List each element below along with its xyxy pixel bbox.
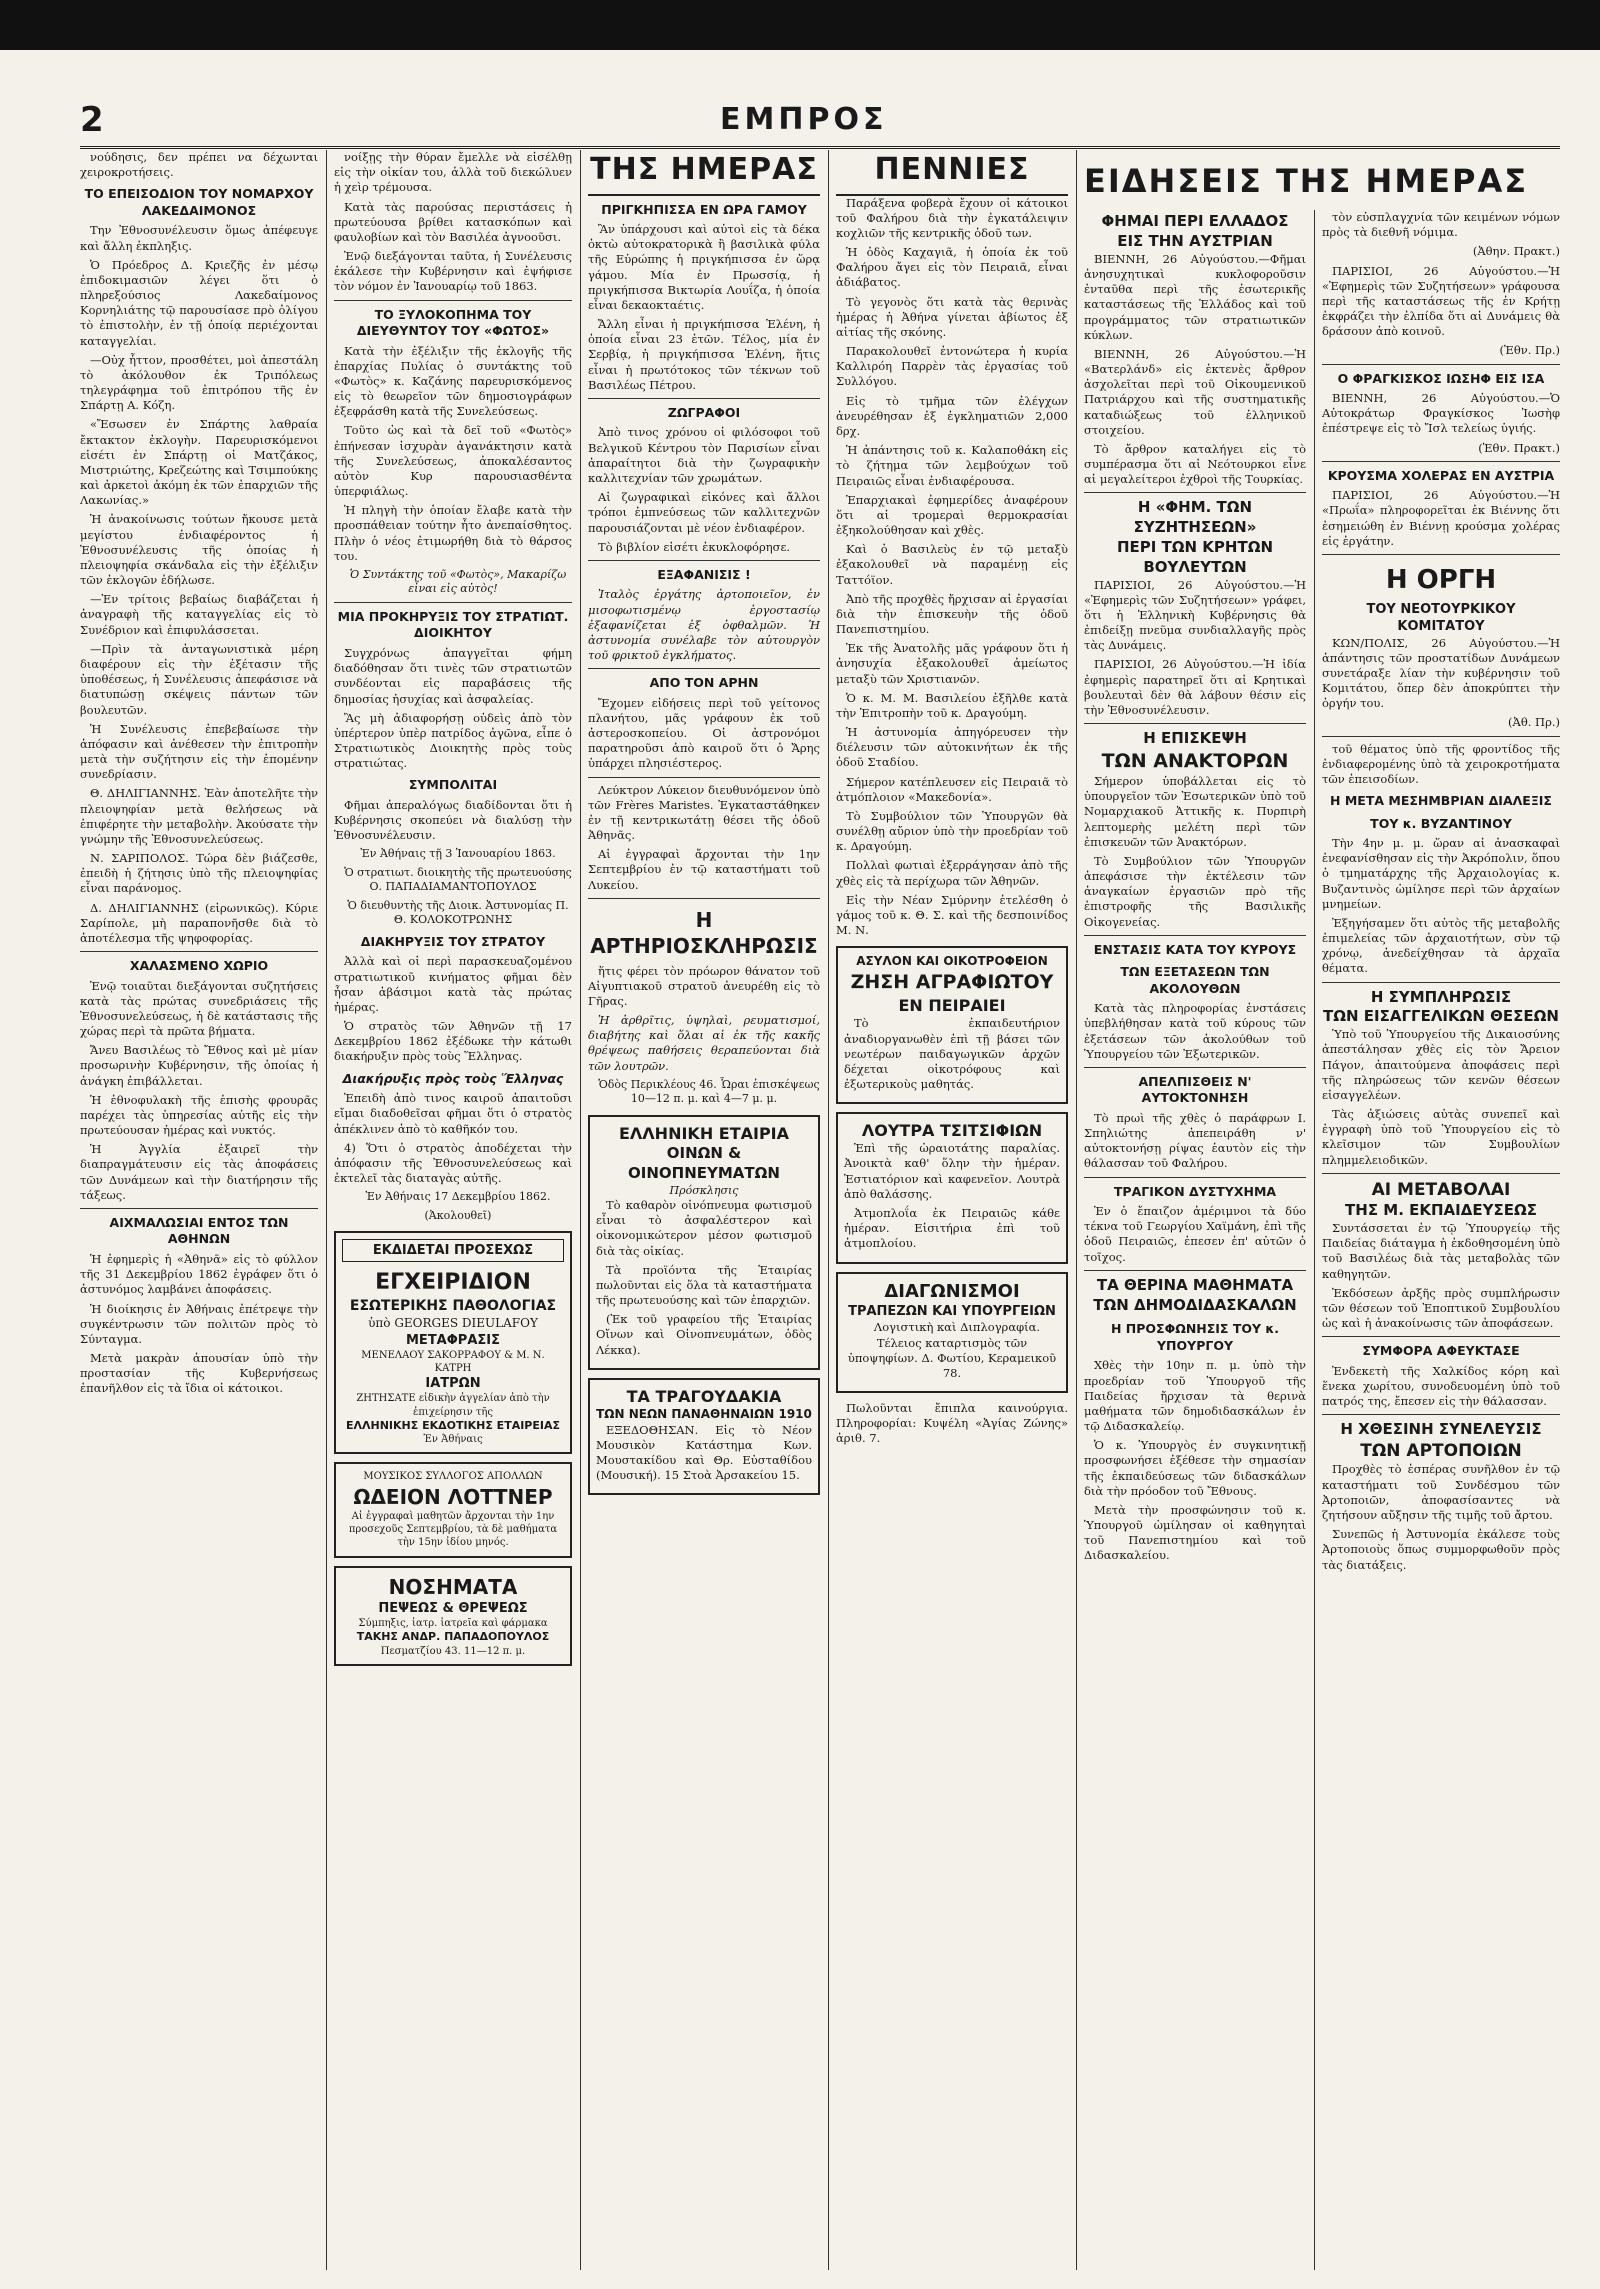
page-number: 2 — [80, 100, 104, 140]
article-text: τοῦ θέματος ὑπὸ τῆς φροντίδος τῆς ἐνδιαφερομένης ὑπὸ τὰ χειροκροτήματα τῶν ἐπεισοδίων. — [1322, 741, 1560, 786]
article-text: Σήμερον ὑποβάλλεται εἰς τὸ ὑπουργεῖον τῶν Ἐσωτερικῶν ὑπὸ τοῦ Νομαρχιακοῦ Ἀττικῆς κ. Πυρπιρὴ λεπτομερὴς μελέτη περὶ τῶν ἐπισκευῶν τῶν Ἀνακτόρων. — [1084, 774, 1306, 849]
ad-subtitle: ΤΡΑΠΕΖΩΝ ΚΑΙ ΥΠΟΥΡΓΕΙΩΝ — [848, 1304, 1056, 1320]
ad-text: Ἐν Ἀθήναις — [423, 1434, 483, 1446]
ad-address: Ὁδὸς Περικλέους 46. Ὧραι ἐπισκέψεως 10—12 π. μ. καὶ 4—7 μ. μ. — [598, 1077, 820, 1106]
article-text: Τὸ ἄρθρον καταλήγει εἰς τὸ συμπέρασμα ὅτι αἱ Νεότουρκοι εἶνε αἱ μεγαλείτεροι ἐχθροὶ τῆς Τουρκίας. — [1084, 441, 1306, 487]
source-note: (Ἀθ. Πρ.) — [1508, 715, 1560, 730]
ad-text: ΙΑΤΡΩΝ — [425, 1376, 481, 1392]
ad-title: ΔΙΑΓΩΝΙΣΜΟΙ — [884, 1280, 1020, 1302]
column-rule — [326, 150, 327, 2270]
column-2 — [334, 150, 572, 2270]
headline: ΤΩΝ ΕΞΕΤΑΣΕΩΝ ΤΩΝ ΑΚΟΛΟΥΘΩΝ — [1120, 964, 1270, 996]
article-text: Μετὰ μακρὰν ἀπουσίαν ὑπὸ τὴν προστασίαν τῆς Κυβερνήσεως ἐπανῆλθον εἰς τὰ ἴδια οἱ κάτοικοι. — [80, 1351, 318, 1396]
divider — [1084, 1270, 1306, 1271]
ad-subtitle: ΤΩΝ ΝΕΩΝ ΠΑΝΑΘΗΝΑΙΩΝ 1910 — [596, 1406, 812, 1421]
ad-text: Τὸ καθαρὸν οἰνόπνευμα φωτισμοῦ εἶναι τὸ ἀσφαλέστερον καὶ οἰκονομικώτερον μέσον φωτισμοῦ διὰ τὰς οἰκίας. — [596, 1198, 812, 1258]
source-note: (Ἀθην. Πρακτ.) — [1472, 244, 1560, 259]
article-text: Παράξενα φοβερὰ ἔχουν οἱ κάτοικοι τοῦ Φαλήρου διὰ τὴν ἐγκατάλειψιν κοχλιῶν τῆς κεντρικῆς ὁδοῦ των. — [836, 195, 1068, 240]
article-text: Λεύκτρον Λύκειον διευθυνόμενον ὑπὸ τῶν Frères Maristes. Ἐγκαταστάθηκεν ἐν τῇ κεντρικωτάτῃ θέσει τῆς ὁδοῦ Ἀθηνᾶς. — [588, 782, 820, 843]
ad-text: ΤΑΚΗΣ ΑΝΔΡ. ΠΑΠΑΔΟΠΟΥΛΟΣ — [356, 1630, 550, 1644]
article-text: Ἐπαρχιακαὶ ἐφημερίδες ἀναφέρουν ὅτι αἱ τρομεραὶ θερμοκρασίαι ἐξηκολούθησαν καὶ χθὲς. — [836, 492, 1068, 538]
headline: ΜΙΑ ΠΡΟΚΗΡΥΞΙΣ ΤΟΥ ΣΤΡΑΤΙΩΤ. ΔΙΟΙΚΗΤΟΥ — [337, 608, 569, 641]
dateline: Ἐν Ἀθήναις τῇ 3 Ἰανουαρίου 1863. — [360, 847, 556, 861]
headline: ΕΙΣ ΤΗΝ ΑΥΣΤΡΙΑΝ — [1117, 232, 1273, 251]
article-text: Ἀλλὰ καὶ οἱ περὶ παρασκευαζομένου στρατιωτικοῦ κινήματος φῆμαι δὲν ἦσαν ἀβάσιμοι κατὰ τὰς πρώτας ἡμέρας. — [334, 954, 572, 1014]
ad-title: ΕΛΛΗΝΙΚΗ ΕΤΑΙΡΙΑ — [618, 1123, 790, 1143]
divider — [1322, 982, 1560, 983]
headline: ΠΡΙΓΚΗΠΙΣΣΑ ΕΝ ΩΡΑ ΓΑΜΟΥ — [601, 201, 807, 217]
article-text: Ἡ Ἀγγλία ἐξαιρεῖ τὴν διαπραγμάτευσιν εἰς τὰς ἀποφάσεις τῶν Δυνάμεων καὶ τὴν διατήρησιν τῆς τάξεως. — [80, 1142, 318, 1202]
article-text: Ἡ ἀνακοίνωσις τούτων ἤκουσε μετὰ μεγίστου ἐνδιαφέροντος ἡ Ἐθνοσυνέλευσις τῆς ὁποίας ἡ πλειοψηφία σκάνδαλα εἰς τὴν ἐξέλιξιν τῶν ἐκλογῶν ἐδήλωσε. — [80, 512, 318, 588]
ad-text: ΜΕΤΑΦΡΑΣΙΣ — [406, 1332, 500, 1348]
divider — [1322, 1173, 1560, 1174]
ad-text: Ἐπὶ τῆς ὡραιοτάτης παραλίας. Ἀνοικτὰ καθ' ὅλην τὴν ἡμέραν. Ἑστιατόριον καὶ καφενεῖον. Λουτρὰ ἀπὸ θαλάσσης. — [844, 1141, 1060, 1201]
advertisement-school — [836, 946, 1068, 1104]
masthead — [80, 100, 1560, 149]
section-title: ΠΕΝΝΙΕΣ — [836, 150, 1068, 196]
article-text: Τὸ βιβλίον εἰσέτι ἐκυκλοφόρησε. — [598, 539, 791, 554]
article-text: Ἐνδεκετὴ τῆς Χαλκίδος κόρη καὶ ἕνεκα χωρίτου, συνοδευομένη ὑπὸ τοῦ πατρός της, ἔπεσεν εἰς τὴν θάλασσαν. — [1322, 1363, 1560, 1409]
article-text: Ἐκδόσεων ἀρξῆς πρὸς συμπλήρωσιν τῶν θέσεων τοῦ Ἐποπτικοῦ Συμβουλίου ὡς καὶ ἡ ἀνακοίνωσις τῶν ἀποφάσεων. — [1322, 1285, 1560, 1331]
article-text: Τὸ Συμβούλιον τῶν Ὑπουργῶν ἀπεφάσισε τὴν ἐκτέλεσιν τῶν ἀναγκαίων ἐργασιῶν πρὸ τῆς ἐπιστροφῆς τῆς Βασιλικῆς Οἰκογενείας. — [1084, 853, 1306, 929]
ad-title: Η ΑΡΤΗΡΙΟΣΚΛΗΡΩΣΙΣ — [590, 907, 818, 959]
article-text: ΠΑΡΙΣΙΟΙ, 26 Αὐγούστου.—Ἡ «Ἐφημερὶς τῶν Συζητήσεων» γράφει, ὅτι ἡ Ἑλληνικὴ Κυβέρνησις θὰ ἐπιδείξῃ πνεῦμα συνδιαλλαγῆς πρὸς τὰς Δυνάμεις. — [1084, 577, 1306, 653]
article-text: Ὁ κ. Ὑπουργὸς ἐν συγκινητικῇ προσφωνήσει ἐξέθεσε τὴν σημασίαν τῆς ἐκπαιδεύσεως τῶν διδασκάλων διὰ τὴν πρόοδον τοῦ Ἔθνους. — [1084, 1438, 1306, 1498]
section-title: ΕΙΔΗΣΕΙΣ ΤΗΣ ΗΜΕΡΑΣ — [1084, 162, 1529, 200]
article-text: «Ἔσωσεν ἐν Σπάρτης λαθραία ἔκτακτον ἐκλογὴν. Παρευρισκόμενοι εἰσέτι ἐν Σπάρτῃ οἱ Ματζάκος, Μιστριώτης, Κρεζεώτης καὶ Τσιμπούκης καὶ ἀρκετοὶ ἀκόμη ἐκ τῶν ἐπαρχιῶν τῆς Λακωνίας.» — [80, 417, 318, 508]
article-text: Ἡ πληγὴ τὴν ὁποίαν ἔλαβε κατὰ τὴν προσπάθειαν τούτην ἦτο ἀνεπαίσθητος. Πλὴν ὁ νέος ἐτιμωρήθη διὰ τὸ θάρσος του. — [334, 503, 572, 563]
headline: ΑΠΕΛΠΙΣΘΕΙΣ Ν' ΑΥΤΟΚΤΟΝΗΣΗ — [1138, 1073, 1252, 1106]
article-text: Ἄλλη εἶναι ἡ πριγκήπισσα Ἑλένη, ἡ ὁποία εἶναι 23 ἐτῶν. Τέλος, μία ἐν Σερβίᾳ, ἡ πριγκήπισσα Ἑλένη, ἥτις εἶναι ἡ πρωτότοκος τῶν τέκνων τοῦ Βασιλέως Πέτρου. — [588, 317, 820, 392]
ad-title: ΩΔΕΙΟΝ ΛΟΤΤΝΕΡ — [353, 1484, 553, 1509]
divider — [588, 668, 820, 669]
column-rule — [828, 150, 829, 2270]
signature: Ὁ διευθυντὴς τῆς Διοικ. Ἀστυνομίας Π. Θ. ΚΟΛΟΚΟΤΡΩΝΗΣ — [347, 898, 569, 927]
article-text: Ἐνῷ διεξάγονται ταῦτα, ἡ Συνέλευσις ἐκάλεσε τὴν Κυβέρνησιν καὶ ἐψήφισε τὸν νόμον ἐν Ἰανουαρίῳ τοῦ 1863. — [334, 249, 572, 294]
divider — [80, 951, 318, 952]
advertisement-songs — [588, 1378, 820, 1496]
headline: ΤΩΝ ΔΗΜΟΔΙΔΑΣΚΑΛΩΝ — [1093, 1295, 1297, 1314]
article-text: Φῆμαι ἀπεραλόγως διαδίδονται ὅτι ἡ Κυβέρνησις σκοπεύει νὰ διαλύσῃ τὴν Ἐθνοσυνέλευσιν. — [334, 797, 572, 843]
article-text: Ἐπειδὴ ἀπὸ τινος καιροῦ ἀπαιτοῦσι εἴμαι διαδοθεῖσαι φῆμαι ὅτι ὁ στρατὸς ἀπέκλινεν ἀπὸ τὸ καθῆκόν του. — [334, 1091, 572, 1136]
headline: ΤΟΥ κ. ΒΥΖΑΝΤΙΝΟΥ — [1370, 815, 1512, 831]
article-text: —Ἐν τρίτοις βεβαίως διαβάζεται ἡ ἀναγραφὴ τῆς καταγγελίας εἰς τὸ Συνέδριον καὶ ἐπιφυλάσσεται. — [80, 592, 318, 637]
article-text: Ὑπὸ τοῦ Ὑπουργείου τῆς Δικαιοσύνης ἀπεστάλησαν χθὲς εἰς τὸν Ἄρειον Πάγον, ἀπαιτούμενα ἀποφάσεις περὶ τῆς πληρώσεως τῶν κενῶν θέσεων εἰσαγγελέων. — [1322, 1027, 1560, 1102]
column-3 — [588, 150, 820, 2270]
ad-title: ΛΟΥΤΡΑ ΤΣΙΤΣΙΦΙΩΝ — [861, 1121, 1043, 1141]
article-text: Παρακολουθεῖ ἐντονώτερα ἡ κυρία Καλλιρόη Παρρὲν τὰς ἐργασίας τοῦ Συλλόγου. — [836, 344, 1068, 389]
article-text: Συντάσσεται ἐν τῷ Ὑπουργείῳ τῆς Παιδείας διάταγμα ἡ ἐκδοθησομένη ὑπὸ τοῦ Βασιλέως διὰ τὰς μεταβολὰς τῶν καθηγητῶν. — [1322, 1221, 1560, 1281]
article-text: Τὴν 4ην μ. μ. ὥραν αἱ ἀνασκαφαὶ ἐνεφανίσθησαν εἰς τὴν Ἀκρόπολιν, ὅπου ὁ τμηματάρχης τῆς Ἀρχαιολογίας κ. Βυζαντινὸς ὡμίλησε περὶ τῶν ἀρχαίων μνημείων. — [1322, 836, 1560, 911]
column-rule — [1076, 150, 1077, 2270]
divider — [1084, 935, 1306, 936]
article-text: Ἐνῷ τοιαῦται διεξάγονται συζητήσεις κατὰ τὰς πρώτας συνεδριάσεις τῆς Ἐθνοσυνελεύσεως, ἡ δὲ κατάστασις τῆς χώρας περὶ τὰ πρῶτα βήματα. — [80, 978, 318, 1039]
ad-title: ΕΓΧΕΙΡΙΔΙΟΝ — [375, 1270, 531, 1296]
top-black-band — [0, 0, 1600, 50]
signature: Ὁ στρατιωτ. διοικητὴς τῆς πρωτευούσης Ο. ΠΑΠΑΔΙΑΜΑΝΤΟΠΟΥΛΟΣ — [344, 865, 572, 894]
headline: Η ΧΘΕΣΙΝΗ ΣΥΝΕΛΕΥΣΙΣ — [1340, 1420, 1542, 1439]
headline: ΑΙΧΜΑΛΩΣΙΑΙ ΕΝΤΟΣ ΤΩΝ ΑΘΗΝΩΝ — [109, 1214, 289, 1247]
headline: ΚΡΟΥΣΜΑ ΧΟΛΕΡΑΣ ΕΝ ΑΥΣΤΡΙΑ — [1327, 467, 1555, 483]
headline: ΕΝΣΤΑΣΙΣ ΚΑΤΑ ΤΟΥ ΚΥΡΟΥΣ — [1093, 941, 1297, 957]
headline: ΤΡΑΓΙΚΟΝ ΔΥΣΤΥΧΗΜΑ — [1113, 1183, 1277, 1199]
article-text: Συγχρόνως ἀπαγγεῖται φήμη διαδόθησαν ὅτι τινὲς τῶν στρατιωτῶν συνδέονται εἰς παραβάσεις τῆς δημοσίας ἡσυχίας καὶ ἀσφαλείας. — [334, 645, 572, 706]
advertisement-handbook — [334, 1231, 572, 1454]
headline: ΤΩΝ ΑΡΤΟΠΟΙΩΝ — [1360, 1441, 1522, 1462]
divider — [1322, 1336, 1560, 1337]
advertisement-exams — [836, 1272, 1068, 1394]
headline: ΤΟ ΞΥΛΟΚΟΠΗΜΑ ΤΟΥ ΔΙΕΥΘΥΝΤΟΥ ΤΟΥ «ΦΩΤΟΣ» — [356, 306, 550, 339]
article-text: Ἐν ὁ ἔπαιζον ἀμέριμνοι τὰ δύο τέκνα τοῦ Γεωργίου Χαϊμάνη, ἐπὶ τῆς ὁδοῦ Πειραιῶς, ἐπεσεν ἐπ' αὐτῶν ὁ τοῖχος. — [1084, 1204, 1306, 1264]
article-text: Τὸ πρωὶ τῆς χθὲς ὁ παράφρων Ι. Σπηλιώτης ἀπεπειράθη ν' αὐτοκτονήσῃ ρίψας ἑαυτὸν εἰς τὴν θάλασσαν τοῦ Φαλήρου. — [1084, 1110, 1306, 1171]
ad-text: (Ἐκ τοῦ γραφείου τῆς Ἑταιρίας Οἴνων καὶ Οἰνοπνευμάτων, ὁδὸς Λέκκα). — [596, 1312, 812, 1357]
divider — [1084, 1067, 1306, 1068]
article-text: —Πρὶν τὰ ἀνταγωνιστικὰ μέρη διαφέρουν εἰς τὴν ἐξέτασιν τῆς ὑποθέσεως, ἡ Συνέλευσις ἀπεφάσισε νὰ διατυπώσῃ σκέψεις πάντων τῶν βουλευτῶν. — [80, 641, 318, 717]
article-text: Συνεπῶς ἡ Ἀστυνομία ἐκάλεσε τοὺς Ἀρτοποιοὺς ὅπως συμμορφωθοῦν πρὸς τὰς διατάξεις. — [1322, 1527, 1560, 1572]
column-rule — [1314, 210, 1315, 2270]
subheadline: Η ΠΡΟΣΦΩΝΗΣΙΣ ΤΟΥ κ. ΥΠΟΥΡΓΟΥ — [1110, 1321, 1280, 1353]
article-text: Μετὰ τὴν προσφώνησιν τοῦ κ. Ὑπουργοῦ ὡμίλησαν οἱ καθηγηταὶ τοῦ Πανεπιστημίου καὶ τοῦ Διδασκαλείου. — [1084, 1502, 1306, 1563]
divider — [1322, 364, 1560, 365]
ad-title: ΑΣΥΛΟΝ ΚΑΙ ΟΙΚΟΤΡΟΦΕΙΟΝ — [856, 954, 1048, 969]
advertisement-baths — [836, 1112, 1068, 1263]
article-text: Ἔχομεν εἰδήσεις περὶ τοῦ γείτονος πλανήτου, μᾶς γράφουν ἐκ τοῦ ἀστεροσκοπείου. Οἱ ἀστρονόμοι παρατηροῦσι ἀπὸ καιροῦ ὅτι ὁ Ἄρης ὑπάρχει πλησιέστερος. — [588, 695, 820, 771]
divider — [1084, 723, 1306, 724]
article-text: Πολλαὶ φωτιαὶ ἐξερράγησαν ἀπὸ τῆς χθὲς εἰς τὰ περίχωρα τῶν Ἀθηνῶν. — [836, 858, 1068, 888]
divider — [1322, 736, 1560, 737]
headline: Η ΣΥΜΠΛΗΡΩΣΙΣ — [1370, 987, 1512, 1006]
article-text: Ἡ ἐφημερὶς ἡ «Ἀθηνᾶ» εἰς τὸ φύλλον τῆς 31 Δεκεμβρίου 1862 ἐγράφεν ὅτι ὁ ἀστυνόμος λαμβάνει ἀποφάσεις. — [80, 1251, 318, 1297]
article-text: Αἱ ἐγγραφαὶ ἄρχονται τὴν 1ην Σεπτεμβρίου ἐν τῷ καταστήματι τοῦ Λυκείου. — [588, 847, 820, 892]
ad-text: Ἡ ἀρθρῖτις, ὑψηλαὶ, ρευματισμοί, διαβήτης καὶ ὅλαι αἱ ἐκ τῆς κακῆς θρέψεως παθήσεις θεραπεύονται διὰ τῶν λουτρῶν. — [588, 1013, 820, 1073]
quote: Ὁ Συντάκτης τοῦ «Φωτὸς», Μακαρίζω εἶναι εἰς αὐτὸς! — [349, 567, 567, 596]
ad-subtitle: ΟΙΝΩΝ & ΟΙΝΟΠΝΕΥΜΑΤΩΝ — [628, 1143, 780, 1182]
article-text: Θ. ΔΗΛΙΓΙΑΝΝΗΣ. Ἐὰν ἀποτελῆτε τὴν πλειοψηφίαν μετὰ θελήσεως νὰ ἐπιφέρητε τὴν μεταβολὴν. Ἀκούσατε τὴν γνώμην τῆς Ἐθνοσυνελεύσεως. — [80, 786, 318, 846]
article-text: Ἐκ τῆς Ἀνατολῆς μᾶς γράφουν ὅτι ἡ ἀνησυχία ἐξακολουθεῖ ἀμείωτος μεταξὺ τῶν Χριστιανῶν. — [836, 641, 1068, 686]
ad-publisher: ΕΛΛΗΝΙΚΗΣ ΕΚΔΟΤΙΚΗΣ ΕΤΑΙΡΕΙΑΣ — [345, 1418, 560, 1432]
article-text: Τὰς ἀξιώσεις αὐτὰς συνεπεῖ καὶ ἐγγραφὴ ὑπὸ τοῦ Ὑπουργείου εἰς τὸ κλεῖσιμον τῶν Συμβουλίων πλημμελειοδικῶν. — [1322, 1107, 1560, 1167]
ad-text: ΖΗΤΗΣΑΤΕ εἰδικὴν ἀγγελίαν ἀπὸ τὴν ἐπιχείρησιν τῆς — [356, 1393, 550, 1418]
section-title: ΤΗΣ ΗΜΕΡΑΣ — [588, 150, 820, 196]
article-text: Εἰς τὸ τμῆμα τῶν ἐλέγχων ἀνευρέθησαν ἐξ ἐγκληματιῶν 2,000 δρχ. — [836, 393, 1068, 438]
divider — [1084, 1177, 1306, 1178]
article-text: Ν. ΣΑΡΙΠΟΛΟΣ. Τώρα δὲν βιάζεσθε, ἐπειδὴ ἡ ζήτησις ὑπὸ τῆς πλειοψηφίας εἶναι παράνομος. — [80, 851, 318, 896]
dateline: Ἐν Ἀθήναις 17 Δεκεμβρίου 1862. — [365, 1190, 551, 1204]
ad-text: Τὸ ἐκπαιδευτήριον ἀναδιοργανωθὲν ἐπὶ τῇ βάσει τῶν νεωτέρων παιδαγωγικῶν ἀρχῶν δέχεται οἰκοτρόφους καὶ ἐξωτερικοὺς μαθητάς. — [844, 1016, 1060, 1092]
ad-subtitle: ΕΣΩΤΕΡΙΚΗΣ ΠΑΘΟΛΟΓΙΑΣ — [349, 1298, 557, 1315]
ad-text: Τὰ προϊόντα τῆς Ἑταιρίας πωλοῦνται εἰς ὅλα τὰ καταστήματα τῆς πρωτευούσης καὶ τῶν ἐπαρχιῶν. — [596, 1262, 812, 1308]
advertisement-clinic — [334, 1566, 572, 1666]
newspaper-name: ΕΜΠΡΟΣ — [720, 102, 888, 137]
article-text: Καὶ ὁ Βασιλεὺς ἐν τῷ μεταξὺ ἐξακολουθεῖ νὰ παραμένῃ εἰς Ταττόϊον. — [836, 542, 1068, 587]
article-text: Ἐξηγήσαμεν ὅτι αὐτὸς τῆς μεταβολῆς ἐπιμελείας τῶν ἀρχαιοτήτων, σὺν τῷ χρόνῳ, ἀνεδείχθησαν τὰ ἀρχαῖα θέματα. — [1322, 915, 1560, 976]
ad-subtitle: Πρόσκλησις — [669, 1183, 739, 1197]
article-text: Κατὰ τὴν ἐξέλιξιν τῆς ἐκλογῆς τῆς ἐπαρχίας Πυλίας ὁ συντάκτης τοῦ «Φωτὸς» κ. Καζάνης παρευρισκόμενος εἰς τὸ θεωρεῖον τῶν δημοσιογράφων ἐξεφράσθη κατὰ τῆς Συνελεύσεως. — [334, 343, 572, 419]
ad-text: Λογιστικὴ καὶ Διπλογραφία. Τέλειος καταρτισμὸς τῶν ὑποψηφίων. Δ. Φωτίου, Κεραμεικοῦ 78. — [847, 1320, 1057, 1380]
divider — [588, 560, 820, 561]
article-text: Τὸ γεγονὸς ὅτι κατὰ τὰς θερινὰς ἡμέρας ἡ Ἀθήνα γίνεται ἀβίωτος ἐξ αἰτίας τῆς σκόνης. — [836, 294, 1068, 339]
article-text: Χθὲς τὴν 10ην π. μ. ὑπὸ τὴν προεδρίαν τοῦ Ὑπουργοῦ τῆς Παιδείας ἤρχισαν τὰ θερινὰ μαθήματα τῶν δημοδιδασκάλων ἐν τῷ Διδασκαλείῳ. — [1084, 1358, 1306, 1434]
divider — [334, 300, 572, 301]
article-text: Ἡ διοίκησις ἐν Ἀθήναις ἐπέτρεψε τὴν συγκέντρωσιν τῶν πολιτῶν πρὸς τὸ Σύνταγμα. — [80, 1301, 318, 1346]
article-text: Τοῦτο ὡς καὶ τὰ δεῖ τοῦ «Φωτὸς» ἐπήνεσαν ἰσχυρὰν ἀγανάκτησιν κατὰ τῆς Συνελεύσεως, ἀποκαλέσαντος αὐτὸν Κυρ παρουσιασθέντα ὑπερφιάλως. — [334, 423, 572, 499]
headline: Η ΕΠΙΣΚΕΨΗ — [1143, 729, 1247, 748]
article-text: ΠΑΡΙΣΙΟΙ, 26 Αὐγούστου.—Ἡ ἰδία ἐφημερὶς παρατηρεῖ ὅτι αἱ Κρητικαὶ βουλευταὶ δὲν θὰ λάβουν θέσιν εἰς τὴν Ἐθνοσυνέλευσιν. — [1084, 657, 1306, 717]
article-text: Ἀπὸ τῆς προχθὲς ἤρχισαν αἱ ἐργασίαι διὰ τὴν ἐπισκευὴν τῆς ὁδοῦ Πανεπιστημίου. — [836, 591, 1068, 637]
article-text: Ὁ κ. Μ. Μ. Βασιλείου ἐξῆλθε κατὰ τὴν Ἐπιτροπὴν τοῦ κ. Δραγούμη. — [836, 690, 1068, 720]
headline: ΦΗΜΑΙ ΠΕΡΙ ΕΛΛΑΔΟΣ — [1101, 212, 1289, 231]
classified-text: Πωλοῦνται ἔπιπλα καινούργια. Πληροφορίαι: Κυψέλη «Ἀγίας Ζώνης» ἀριθ. 7. — [836, 1401, 1068, 1446]
article-text: ΒΙΕΝΝΗ, 26 Αὐγούστου.—Ὁ Αὐτοκράτωρ Φραγκίσκος Ἰωσὴφ ἐπέστρεψε εἰς τὸ Ἴσλ τελείως ὑγιής. — [1322, 391, 1560, 436]
headline: ΖΩΓΡΑΦΟΙ — [667, 404, 741, 420]
article-text: Προχθὲς τὸ ἑσπέρας συνῆλθον ἐν τῷ καταστήματι τοῦ Συνδέσμου τῶν Ἀρτοποιῶν, ἀποφασίσαντες νὰ ζητήσουν αὔξησιν τῆς τιμῆς τοῦ ἄρτου. — [1322, 1462, 1560, 1522]
ad-subtitle: ΖΗΣΗ ΑΓΡΑΦΙΩΤΟΥ — [850, 971, 1054, 994]
article-text: Ἂν ὑπάρχουσι καὶ αὐτοὶ εἰς τὰ δέκα ὀκτὼ αὐτοκρατορικὰ ἢ βασιλικὰ φύλα τῆς Εὐρώπης ἡ πριγκήπισσα ἐν ὥρᾳ γάμου. Μία ἐν Πρωσσίᾳ, ἡ πριγκήπισσα Βικτωρία Λουΐζα, ἡ ὁποία εἶναι δεκαοκταέτις. — [588, 222, 820, 312]
headline: ΕΞΑΦΑΝΙΣΙΣ ! — [657, 566, 751, 582]
headline: ΤΑ ΘΕΡΙΝΑ ΜΑΘΗΜΑΤΑ — [1096, 1275, 1294, 1294]
column-6 — [1322, 210, 1560, 2270]
article-text: Εἰς τὴν Νέαν Σμύρνην ἐτελέσθη ὁ γάμος τοῦ κ. Θ. Σ. καὶ τῆς δεσποινίδος Μ. Ν. — [836, 892, 1068, 938]
subheadline: ΣΥΜΠΟΛΙΤΑΙ — [408, 777, 498, 793]
article-text: Αἱ ζωγραφικαὶ εἰκόνες καὶ ἄλλοι τρόποι ἐμπνεύσεως τῶν καλλιτεχνῶν παρουσιάζονται μὲ νέον ἐνδιαφέρον. — [588, 490, 820, 535]
headline: ΣΥΜΦΟΡΑ ΑΦΕΥΚΤΑΣΕ — [1362, 1343, 1520, 1359]
article-text: Ἡ Συνέλευσις ἐπεβεβαίωσε τὴν ἀπόφασιν καὶ ἀνέθεσεν τὴν ἐπιτροπὴν μετὰ τὴν συζήτησιν εἰς τὴν ἐπομένην συνεδρίασιν. — [80, 721, 318, 782]
divider — [334, 602, 572, 603]
divider — [1322, 554, 1560, 555]
headline: Η ΜΕΤΑ ΜΕΣΗΜΒΡΙΑΝ ΔΙΑΛΕΞΙΣ — [1330, 793, 1552, 809]
column-rule — [580, 150, 581, 2270]
article-text: τὸν εὐσπλαγχνία τῶν κειμένων νόμων πρὸς τὰ διεθνῆ νόμιμα. — [1322, 210, 1560, 240]
advertisement-conservatory — [334, 1462, 572, 1557]
article-text: —Οὐχ ἧττον, προσθέτει, μοὶ ἀπεστάλη τὸ ἀκόλουθον ἐκ Τριπόλεως τηλεγράφημα τοῦ ἐπιτρόπου τῆς ἐν Σπάρτῃ Α. Κόζη. — [80, 352, 318, 413]
ad-subtitle: ΕΝ ΠΕΙΡΑΙΕΙ — [898, 996, 1006, 1016]
ad-subtitle: ΠΕΨΕΩΣ & ΘΡΕΨΕΩΣ — [378, 1601, 528, 1616]
headline: Η ΟΡΓΗ — [1385, 564, 1497, 595]
divider — [1322, 461, 1560, 462]
article-text: Κατὰ τὰς πληροφορίας ἐνστάσεις ὑπεβλήθησαν κατὰ τοῦ κύρους τῶν ἐξετάσεων τῶν ἀκολούθων τοῦ Ὑπουργείου τῶν Ἐξωτερικῶν. — [1084, 1001, 1306, 1061]
headline: ΔΙΑΚΗΡΥΞΙΣ ΤΟΥ ΣΤΡΑΤΟΥ — [360, 933, 546, 949]
article-text: Ἀπὸ τινος χρόνου οἱ φιλόσοφοι τοῦ Βελγικοῦ Κέντρου τὸν Παρισίων εἶναι ἀπαραίτητοι διὰ τὴν ζωγραφικὴν καλλιτεχνίαν τῶν χρωμάτων. — [588, 425, 820, 485]
headline: ΤΩΝ ΑΝΑΚΤΟΡΩΝ — [1101, 749, 1289, 772]
ad-author: ὑπὸ GEORGES DIEULAFOY — [368, 1315, 538, 1330]
divider — [588, 898, 820, 899]
article-text: Σήμερον κατέπλευσεν εἰς Πειραιᾶ τὸ ἀτμόπλοιον «Μακεδονία». — [836, 774, 1068, 804]
article-text: ΒΙΕΝΝΗ, 26 Αὐγούστου.—Ἡ «Βατερλάνδ» εἰς ἐκτενὲς ἄρθρον ἀσχολεῖται περὶ τοῦ Οἰκουμενικοῦ Πατριάρχου καὶ τῆς συστηματικῆς καταδιώξεως τοῦ ἑλληνικοῦ στοιχείου. — [1084, 346, 1306, 437]
ad-text: ΜΕΝΕΛΑΟΥ ΣΑΚΟΡΡΑΦΟΥ & Μ. Ν. ΚΑΤΡΗ — [361, 1349, 545, 1375]
headline: ΤΟΥ ΝΕΟΤΟΥΡΚΙΚΟΥ ΚΟΜΙΤΑΤΟΥ — [1366, 602, 1516, 635]
subheadline: Διακήρυξις πρὸς τοὺς Ἕλληνας — [342, 1070, 564, 1086]
ad-text: ἥτις φέρει τὸν πρόωρον θάνατον τοῦ Αἰγυπτιακοῦ στρατοῦ ἀνευρέθη εἰς τὸ Γῆρας. — [588, 963, 820, 1008]
column-1 — [80, 150, 318, 2270]
divider — [80, 1208, 318, 1209]
article-text: ΚΩΝ/ΠΟΛΙΣ, 26 Αὐγούστου.—Ἡ ἀπάντησις τῶν προστατίδων Δυνάμεων συνετάραξε λίαν τὴν κυβέρνησιν τοῦ Κομιτάτου, ὅπερ δὲν ἀποκρύπτει τὴν ὀργήν του. — [1322, 635, 1560, 711]
headline: ΠΕΡΙ ΤΩΝ ΚΡΗΤΩΝ ΒΟΥΛΕΥΤΩΝ — [1116, 538, 1274, 576]
ad-title: ΝΟΣΗΜΑΤΑ — [388, 1574, 518, 1599]
ad-text: Σύμπηξις, ἰατρ. ἰατρεῖα καὶ φάρμακα — [358, 1618, 548, 1630]
ad-text: Πεσματζίου 43. 11—12 π. μ. — [380, 1645, 526, 1657]
divider — [1322, 1414, 1560, 1415]
ad-text: Ἀτμοπλοΐα ἐκ Πειραιῶς κάθε ἡμέραν. Εἰσιτήρια ἐπὶ τοῦ ἀτμοπλοίου. — [844, 1206, 1060, 1251]
article-text: Ἂς μὴ ἀδιαφορήσῃ οὐδεὶς ἀπὸ τὸν ὑπέρτερον ὑπὲρ πατρίδος ἀγῶνα, εἶπε ὁ Στρατιωτικὸς Διοικητὴς πρὸς τοὺς στρατιώτας. — [334, 710, 572, 771]
article-text: νούδησις, δεν πρέπει να δέχωνται χειροκροτήσεις. — [80, 150, 318, 180]
article-text: Ἡ ἀστυνομία ἀπηγόρευσεν τὴν διέλευσιν τῶν αὐτοκινήτων ἐκ τῆς ὁδοῦ Σταδίου. — [836, 725, 1068, 770]
article-text: Κατὰ τὰς παρούσας περιστάσεις ἡ πρωτεύουσα βρίθει κατασκόπων καὶ φαυλοβίων καὶ τὸν Βασιλέα ἀγνοοῦσι. — [334, 199, 572, 244]
headline: ΤΩΝ ΕΙΣΑΓΓΕΛΙΚΩΝ ΘΕΣΕΩΝ — [1323, 1007, 1559, 1026]
ad-banner: ΕΚΔΙΔΕΤΑΙ ΠΡΟΣΕΧΩΣ — [342, 1239, 564, 1262]
headline: ΤΟ ΕΠΕΙΣΟΔΙΟΝ ΤΟΥ ΝΟΜΑΡΧΟΥ ΛΑΚΕΔΑΙΜΟΝΟΣ — [84, 186, 314, 218]
headline: Η «ΦΗΜ. ΤΩΝ ΣΥΖΗΤΗΣΕΩΝ» — [1133, 498, 1257, 537]
article-text: Δ. ΔΗΛΙΓΙΑΝΝΗΣ (εἰρωνικῶς). Κύριε Σαρίπολε, μὴ παραπονῆσθε διὰ τὸ ἀποτέλεσμα τῆς ψηφοφορίας. — [80, 900, 318, 945]
article-text: 4) Ὅτι ὁ στρατὸς ἀποδέχεται τὴν ἀπόφασιν τῆς Ἐθνοσυνελεύσεως καὶ ἐκτελεῖ τὰς διαταγὰς αὐτῆς. — [334, 1140, 572, 1186]
article-text: ΠΑΡΙΣΙΟΙ, 26 Αὐγούστου.—Ἡ «Ἐφημερὶς τῶν Συζητήσεων» γράφουσα περὶ τῆς καταστάσεως τῆς ἐν Κρήτῃ ἐκφράζει τὴν ἐλπίδα ὅτι αἱ Δυνάμεις θὰ δράσουν ἀπὸ κοινοῦ. — [1322, 263, 1560, 339]
source-note: (Ἐθν. Πρακτ.) — [1478, 440, 1560, 455]
column-4 — [836, 150, 1068, 2270]
continued-note: (Ἀκολουθεῖ) — [424, 1208, 492, 1222]
headline: ΑΙ ΜΕΤΑΒΟΛΑΙ — [1371, 1179, 1511, 1200]
article-text: ΒΙΕΝΝΗ, 26 Αὐγούστου.—Φῆμαι ἀνησυχητικαὶ κυκλοφοροῦσιν ἐνταῦθα περὶ τῆς ἐσωτερικῆς καταστάσεως τῆς Ἑλλάδος καὶ τοῦ προγράμματος τῶν στρατιωτικῶν κύκλων. — [1084, 251, 1306, 342]
article-text: Ἡ ἀπάντησις τοῦ κ. Καλαποθάκη εἰς τὸ ζήτημα τῶν λεμβούχων τοῦ Πειραιῶς εἶναι ἐνδιαφέρουσα. — [836, 443, 1068, 488]
article-text: Ἰταλὸς ἐργάτης ἀρτοποιεῖον, ἐν μισοφωτισμένῳ ἐργοστασίῳ ἐξαφανίζεται ἐξ ὀφθαλμῶν. Ἡ ἀστυνομία συνέλαβε τὸν αὐτουργὸν τοῦ φρικτοῦ ἐγκλήματος. — [588, 587, 820, 663]
article-text: Ἡ ἐθνοφυλακὴ τῆς ἐπισὴς φρουρᾶς παρέχει τὰς ὑπηρεσίας αὐτῆς εἰς τὴν πρωτεύουσαν ἡμέρας καὶ νυκτός. — [80, 1092, 318, 1138]
advertisement-wine-company — [588, 1115, 820, 1370]
ad-text: ΕΞΕΔΟΘΗΣΑΝ. Εἰς τὸ Νέον Μουσικὸν Κατάστημα Κων. Μουστακίδου καὶ Θρ. Εὐσταθίδου (Μουσική). 15 Στοὰ Ἀρσακείου 15. — [596, 1422, 812, 1483]
headline: ΤΗΣ Μ. ΕΚΠΑΙΔΕΥΣΕΩΣ — [1345, 1201, 1537, 1220]
article-text: Ὁ στρατὸς τῶν Ἀθηνῶν τῇ 17 Δεκεμβρίου 1862 ἐξέδωκε τὴν κάτωθι διακήρυξιν πρὸς τοὺς Ἕλληνας. — [334, 1019, 572, 1064]
divider — [1084, 492, 1306, 493]
ad-title: ΤΑ ΤΡΑΓΟΥΔΑΚΙΑ — [626, 1386, 782, 1406]
article-text: Ἄνευ Βασιλέως τὸ Ἔθνος καὶ μὲ μίαν προσωρινὴν Κυβέρνησιν, τῆς ὁποίας ἡ ἀνάγκη ἐπιβάλλεται. — [80, 1043, 318, 1088]
ad-text: Αἱ ἐγγραφαὶ μαθητῶν ἄρχονται τὴν 1ην προσεχοῦς Σεπτεμβρίου, τὰ δὲ μαθήματα τὴν 15ην ἰδίου μηνός. — [348, 1511, 558, 1549]
article-text: Ὁ Πρόεδρος Δ. Κριεζῆς ἐν μέσῳ ἐπιδοκιμασιῶν λέγει ὅτι ὁ πληρεξούσιος Λακεδαίμονος Κορνηλιάτης τῷ παρουσίασε πρὸ ὀλίγου τὸ ἐπιστολὴν, ἐν τῇ ὁποίᾳ περιέχονται καταγγελίαι. — [80, 257, 318, 348]
divider — [588, 398, 820, 399]
article-text: νοίξῃς τὴν θύραν ἔμελλε νὰ εἰσέλθῃ εἰς τὴν οἰκίαν του, ἀλλὰ τοῦ διεκώλυεν ἡ χεὶρ τρέμουσα. — [334, 150, 572, 195]
headline: ΑΠΟ ΤΟΝ ΑΡΗΝ — [649, 675, 759, 691]
source-note: (Ἐθν. Πρ.) — [1499, 343, 1560, 358]
article-text: ΠΑΡΙΣΙΟΙ, 26 Αὐγούστου.—Ἡ «Πρωΐα» πληροφορεῖται ἐκ Βιέννης ὅτι ἐσημειώθη ἐν Βιέννῃ κρούσμα χολέρας εἰς ἐργάτην. — [1322, 488, 1560, 548]
ad-text: ΜΟΥΣΙΚΟΣ ΣΥΛΛΟΓΟΣ ΑΠΟΛΛΩΝ — [363, 1471, 543, 1483]
article-text: Ἡ ὁδὸς Καχαγιᾶ, ἡ ὁποία ἐκ τοῦ Φαλήρου ἄγει εἰς τὸν Πειραιᾶ, εἶναι ἀδιάβατος. — [836, 245, 1068, 290]
headline: Ο ΦΡΑΓΚΙΣΚΟΣ ΙΩΣΗΦ ΕΙΣ ΙΣΑ — [1337, 370, 1545, 386]
article-text: Την Ἐθνοσυνέλευσιν ὅμως ἀπέφευγε καὶ ἄλλη ἐκπληξις. — [80, 223, 318, 253]
headline: ΧΑΛΑΣΜΕΝΟ ΧΩΡΙΟ — [129, 958, 269, 974]
divider — [588, 777, 820, 778]
article-text: Τὸ Συμβούλιον τῶν Ὑπουργῶν θὰ συνέλθῃ αὔριον ὑπὸ τὴν προεδρίαν τοῦ κ. Δραγούμη. — [836, 808, 1068, 854]
